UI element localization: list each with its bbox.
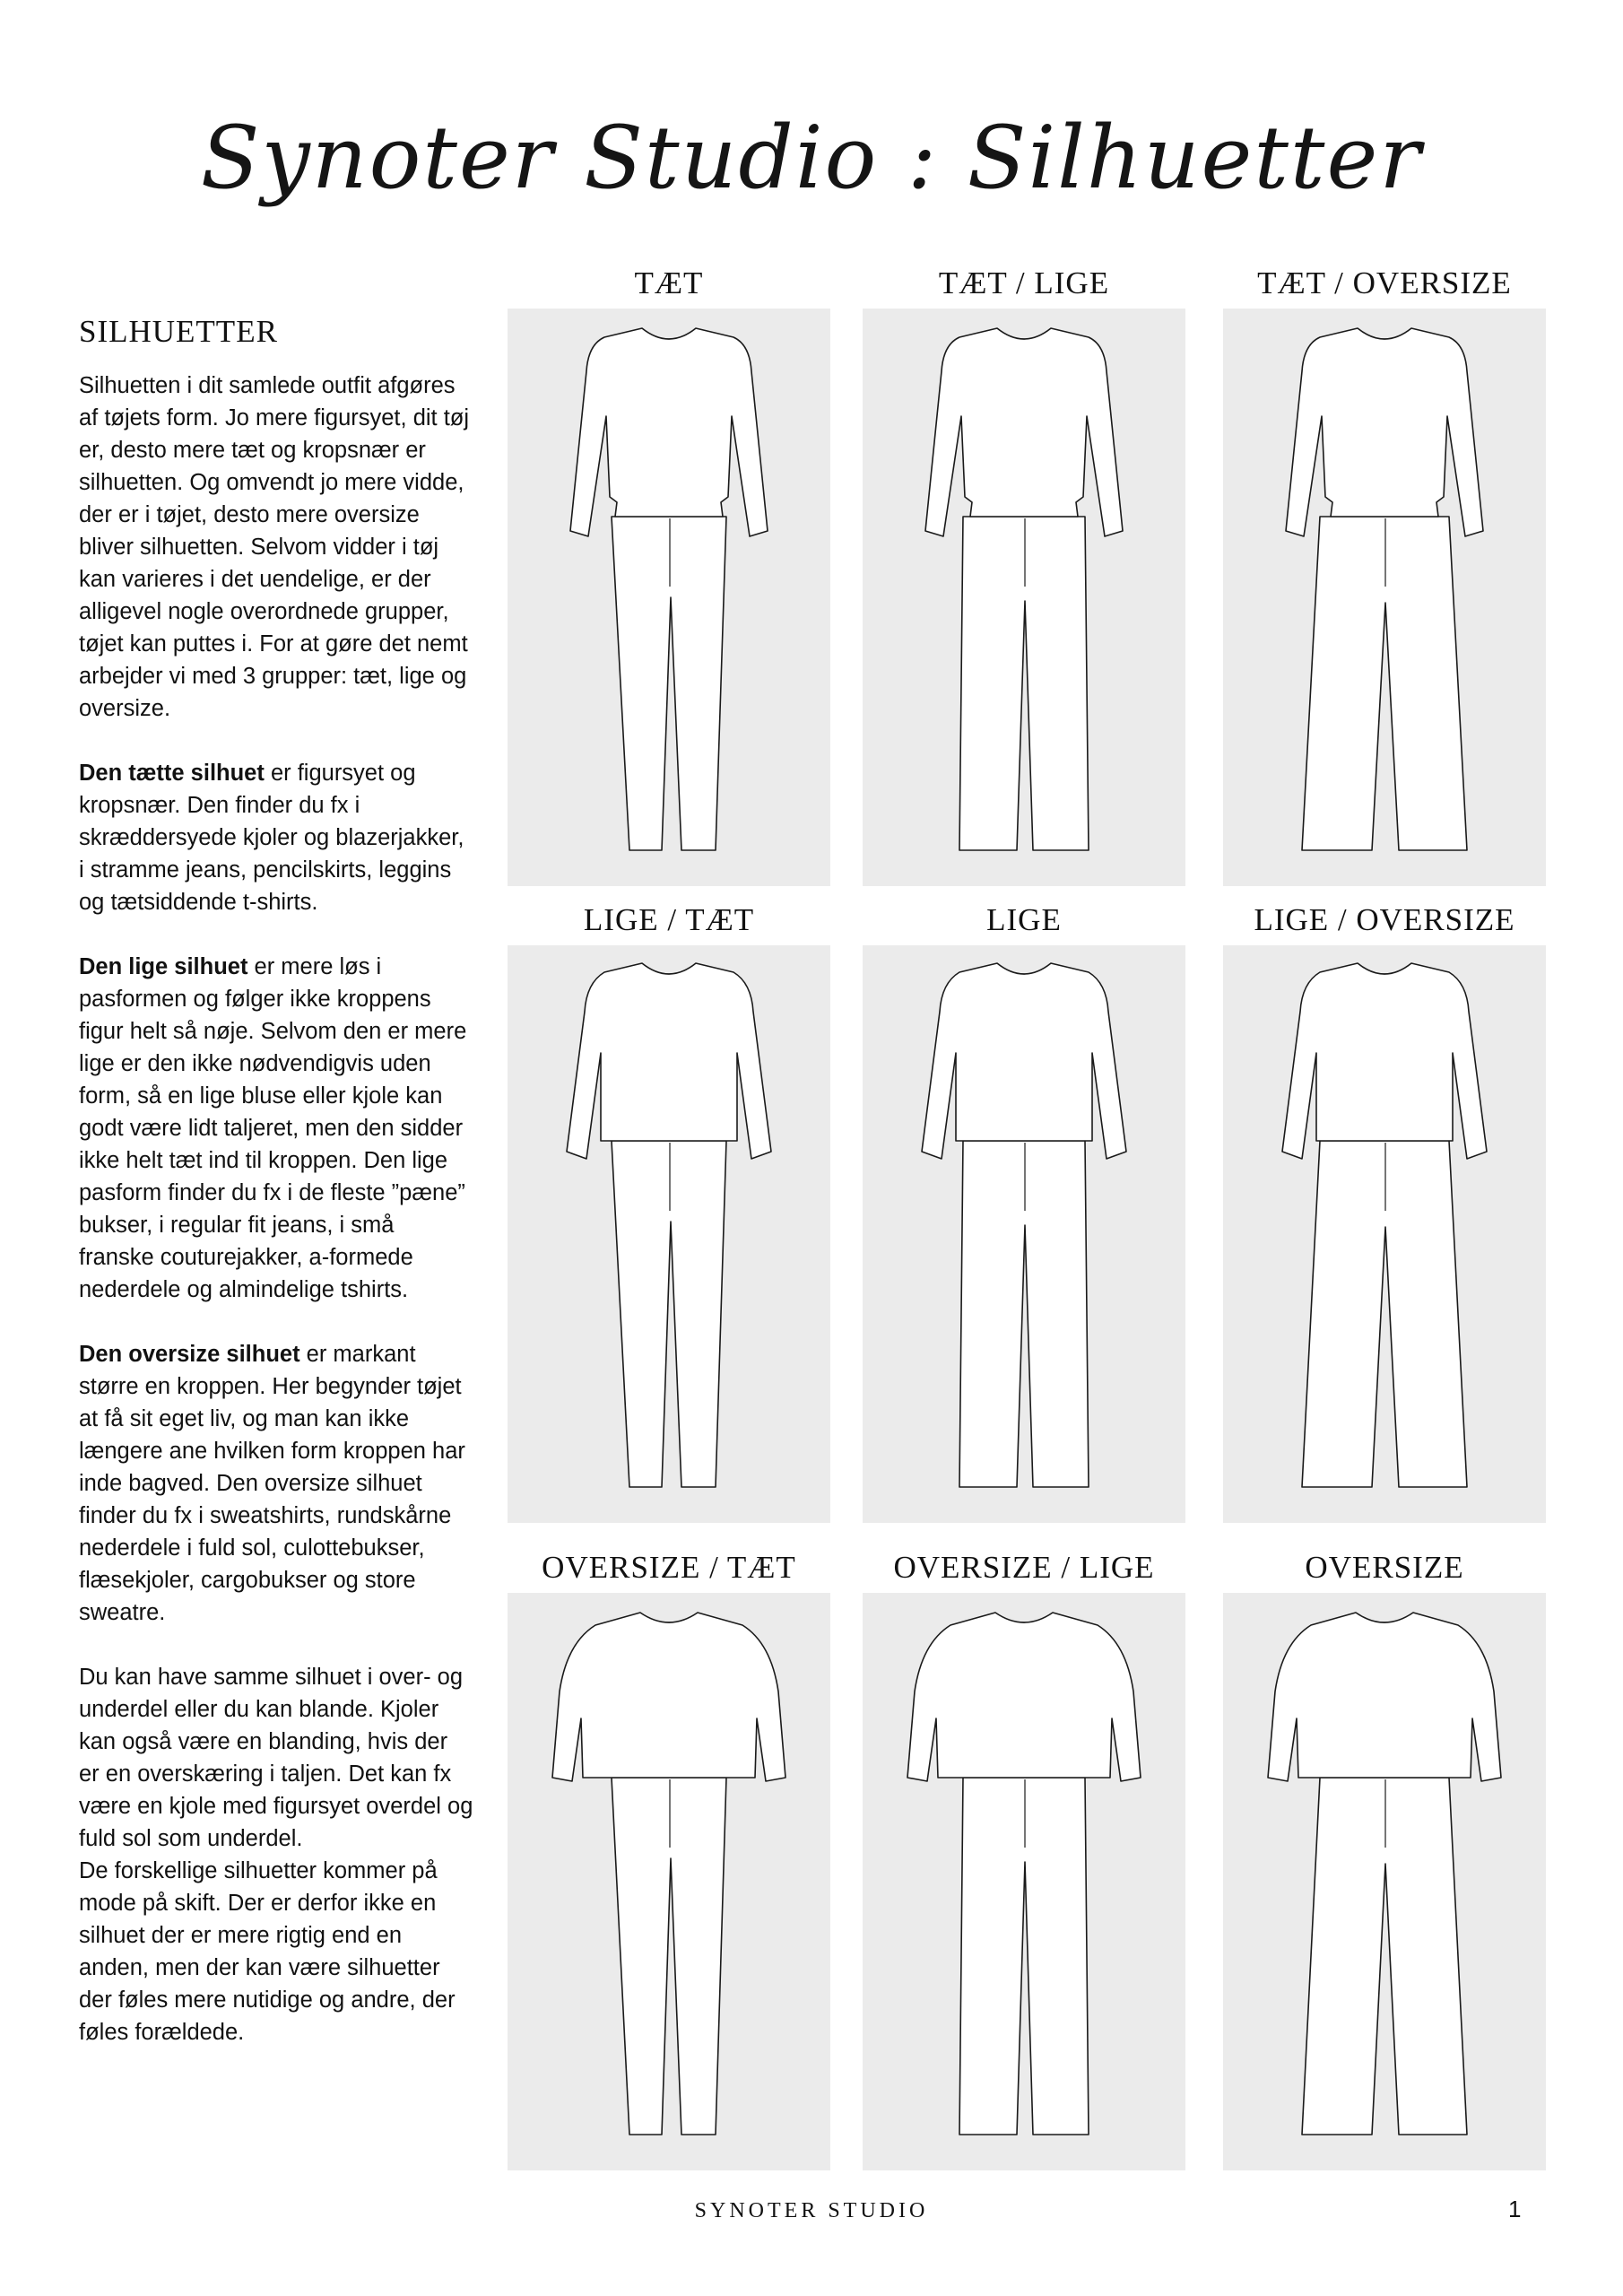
silhouette-illustration (1223, 309, 1546, 886)
silhouette-label: OVERSIZE / LIGE (893, 1550, 1155, 1585)
straight-lead: Den lige silhuet (79, 954, 248, 979)
top-sketch (1286, 328, 1483, 536)
oversize-lead: Den oversize silhuet (79, 1342, 300, 1367)
page-number: 1 (1508, 2196, 1522, 2222)
silhouette-illustration (1223, 945, 1546, 1523)
top-sketch (552, 1613, 785, 1781)
silhouette-label: OVERSIZE / TÆT (542, 1550, 796, 1585)
top-sketch (570, 328, 768, 536)
sidebar-heading: SILHUETTER (79, 314, 278, 349)
trousers-sketch (1302, 1778, 1467, 2135)
silhouette-illustration (508, 945, 830, 1523)
straight-text: er mere løs i pasformen og følger ikke kroppens figur helt så nøje. Selvom den er mere lige er den ikke nødvendigvis uden form, så en lige bluse eller kjole kan godt være lidt taljeret, men den sidder ikke helt tæt ind til kroppen. Den lige pasform finder du fx i de fleste ”pæne” bukser, i regular fit jeans, i små franske couturejakker, a-formede nederdele og almindelige tshirts. (79, 954, 467, 1302)
trousers-sketch (959, 1778, 1089, 2135)
top-sketch (1268, 1613, 1501, 1781)
silhouette-label: LIGE (986, 902, 1062, 937)
silhouette-label: TÆT / LIGE (938, 265, 1110, 300)
oversize-paragraph (79, 1338, 473, 1629)
garment-drawing (1223, 1593, 1546, 2170)
silhouette-label: LIGE / TÆT (583, 902, 755, 937)
trousers-sketch (959, 517, 1089, 850)
tight-paragraph (79, 757, 473, 918)
garment-drawing (1223, 309, 1546, 886)
closing-paragraph-1: Du kan have samme silhuet i over- og underdel eller du kan blande. Kjoler kan også være en blanding, hvis der er en overskæring i taljen. Det kan fx være en kjole med figursyet overdel og fuld sol som underdel. (79, 1665, 473, 1851)
sidebar-text (79, 314, 473, 2081)
top-sketch (1282, 963, 1487, 1159)
trousers-sketch (612, 1778, 726, 2135)
garment-drawing (1223, 945, 1546, 1523)
silhouette-label: LIGE / OVERSIZE (1254, 902, 1515, 937)
top-sketch (925, 328, 1123, 536)
garment-drawing (508, 309, 830, 886)
top-sketch (922, 963, 1126, 1159)
silhouette-label: TÆT / OVERSIZE (1257, 265, 1512, 300)
tight-lead: Den tætte silhuet (79, 761, 265, 786)
silhouette-illustration (863, 309, 1185, 886)
silhouette-illustration (508, 1593, 830, 2170)
trousers-sketch (1302, 517, 1467, 850)
tight-text: er figursyet og kropsnær. Den finder du fx i skræddersyede kjoler og blazerjakker, i stramme jeans, pencilskirts, leggins og tætsiddende t-shirts. (79, 761, 464, 915)
trousers-sketch (612, 1141, 726, 1487)
silhouette-illustration (863, 945, 1185, 1523)
trousers-sketch (959, 1141, 1089, 1487)
garment-drawing (863, 1593, 1185, 2170)
trousers-sketch (1302, 1141, 1467, 1487)
silhouette-illustration (508, 309, 830, 886)
intro-paragraph: Silhuetten i dit samlede outfit afgøres af tøjets form. Jo mere figursyet, dit tøj er, desto mere tæt og kropsnær er silhuetten. Og omvendt jo mere vidde, der er i tøjet, desto mere oversize bliver silhuetten. Selvom vidder i tøj kan varieres i det uendelige, er der alligevel nogle overordnede grupper, tøjet kan puttes i. For at gøre det nemt arbejder vi med 3 grupper: tæt, lige og oversize. (79, 373, 470, 721)
trousers-sketch (612, 517, 726, 850)
garment-drawing (863, 945, 1185, 1523)
silhouette-label: OVERSIZE (1305, 1550, 1464, 1585)
garment-drawing (508, 1593, 830, 2170)
garment-drawing (508, 945, 830, 1523)
closing-paragraph-2: De forskellige silhuetter kommer på mode på skift. Der er derfor ikke en silhuet der er mere rigtig end en anden, men der kan være silhuetter der føles mere nutidige og andre, der føles forældede. (79, 1858, 456, 2045)
top-sketch (567, 963, 771, 1159)
page-title: Synoter Studio : Silhuetter (200, 108, 1423, 208)
top-sketch (907, 1613, 1141, 1781)
straight-paragraph (79, 951, 473, 1306)
oversize-text: er markant større en kroppen. Her begynder tøjet at få sit eget liv, og man kan ikke længere ane hvilken form kroppen har inde bagved. Den oversize silhuet finder du fx i sweatshirts, rundskårne nederdele i fuld sol, culottebukser, flæsekjoler, cargobukser og store sweatre. (79, 1342, 465, 1625)
silhouette-illustration (863, 1593, 1185, 2170)
footer-brand: SYNOTER STUDIO (694, 2199, 929, 2222)
silhouette-illustration (1223, 1593, 1546, 2170)
silhouette-label: TÆT (634, 265, 704, 300)
garment-drawing (863, 309, 1185, 886)
